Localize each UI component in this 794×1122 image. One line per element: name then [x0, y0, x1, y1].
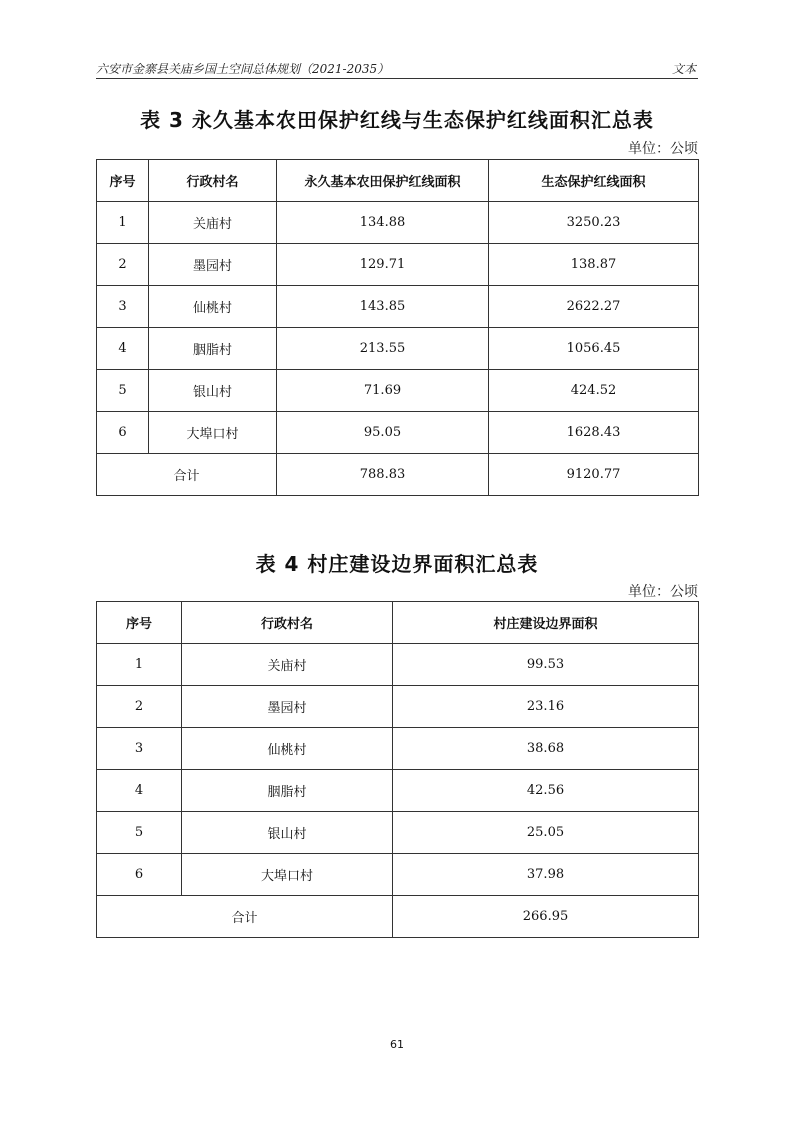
table-cell: 95.05 [277, 412, 489, 454]
table4-header-village: 行政村名 [182, 602, 393, 644]
table-cell: 143.85 [277, 286, 489, 328]
table3-header-row [97, 160, 699, 202]
table-cell: 3 [97, 286, 149, 328]
table4-title: 表 4 村庄建设边界面积汇总表 [255, 552, 539, 576]
table-cell: 仙桃村 [182, 728, 393, 770]
table-cell: 胭脂村 [182, 770, 393, 812]
total-value: 266.95 [393, 896, 699, 938]
table4-unit: 单位：公顷 [628, 584, 698, 600]
table-cell: 25.05 [393, 812, 699, 854]
table-row [97, 644, 699, 686]
table-cell: 2 [97, 244, 149, 286]
table-cell: 3 [97, 728, 182, 770]
table-cell: 关庙村 [149, 202, 277, 244]
table-row [97, 328, 699, 370]
table-cell: 关庙村 [182, 644, 393, 686]
table-cell: 38.68 [393, 728, 699, 770]
table-cell: 1 [97, 644, 182, 686]
total-row [97, 454, 699, 496]
table-row [97, 412, 699, 454]
table-row [97, 854, 699, 896]
table-row [97, 812, 699, 854]
table-cell: 134.88 [277, 202, 489, 244]
table4-header-index: 序号 [97, 602, 182, 644]
table3-header-ecology: 生态保护红线面积 [489, 160, 699, 202]
table-row [97, 728, 699, 770]
table-cell: 6 [97, 412, 149, 454]
table-cell: 138.87 [489, 244, 699, 286]
table-cell: 42.56 [393, 770, 699, 812]
table-cell: 1628.43 [489, 412, 699, 454]
table-cell: 6 [97, 854, 182, 896]
table4-header-row [97, 602, 699, 644]
table3-title: 表 3 永久基本农田保护红线与生态保护红线面积汇总表 [140, 108, 654, 132]
table-row [97, 686, 699, 728]
table-cell: 5 [97, 370, 149, 412]
table-row [97, 770, 699, 812]
section-label: 文本 [671, 62, 696, 76]
table3-header-village: 行政村名 [149, 160, 277, 202]
table-cell: 37.98 [393, 854, 699, 896]
table-cell: 5 [97, 812, 182, 854]
table3-header-index: 序号 [97, 160, 149, 202]
table-cell: 129.71 [277, 244, 489, 286]
table4 [96, 601, 699, 938]
table-cell: 银山村 [182, 812, 393, 854]
table-cell: 胭脂村 [149, 328, 277, 370]
table-cell: 仙桃村 [149, 286, 277, 328]
table-cell: 3250.23 [489, 202, 699, 244]
table-cell: 1 [97, 202, 149, 244]
table3-header-farmland: 永久基本农田保护红线面积 [277, 160, 489, 202]
document-title: 六安市金寨县关庙乡国土空间总体规划（2021-2035） [96, 62, 390, 76]
table-row [97, 244, 699, 286]
table-cell: 424.52 [489, 370, 699, 412]
table-cell: 银山村 [149, 370, 277, 412]
table-cell: 2 [97, 686, 182, 728]
page-number: 61 [390, 1038, 404, 1051]
table-row [97, 370, 699, 412]
page-header [96, 58, 698, 79]
table-cell: 4 [97, 770, 182, 812]
total-label: 合计 [97, 454, 277, 496]
total-value: 788.83 [277, 454, 489, 496]
total-row [97, 896, 699, 938]
table-cell: 1056.45 [489, 328, 699, 370]
total-value: 9120.77 [489, 454, 699, 496]
table-cell: 23.16 [393, 686, 699, 728]
total-label: 合计 [97, 896, 393, 938]
table-cell: 4 [97, 328, 149, 370]
table-cell: 大埠口村 [149, 412, 277, 454]
table-cell: 2622.27 [489, 286, 699, 328]
table-cell: 99.53 [393, 644, 699, 686]
table3-unit: 单位：公顷 [628, 141, 698, 157]
table-cell: 大埠口村 [182, 854, 393, 896]
table3 [96, 159, 699, 496]
table4-header-area: 村庄建设边界面积 [393, 602, 699, 644]
table-cell: 213.55 [277, 328, 489, 370]
table-row [97, 286, 699, 328]
table-cell: 71.69 [277, 370, 489, 412]
table-cell: 墨园村 [149, 244, 277, 286]
table-cell: 墨园村 [182, 686, 393, 728]
table-row [97, 202, 699, 244]
